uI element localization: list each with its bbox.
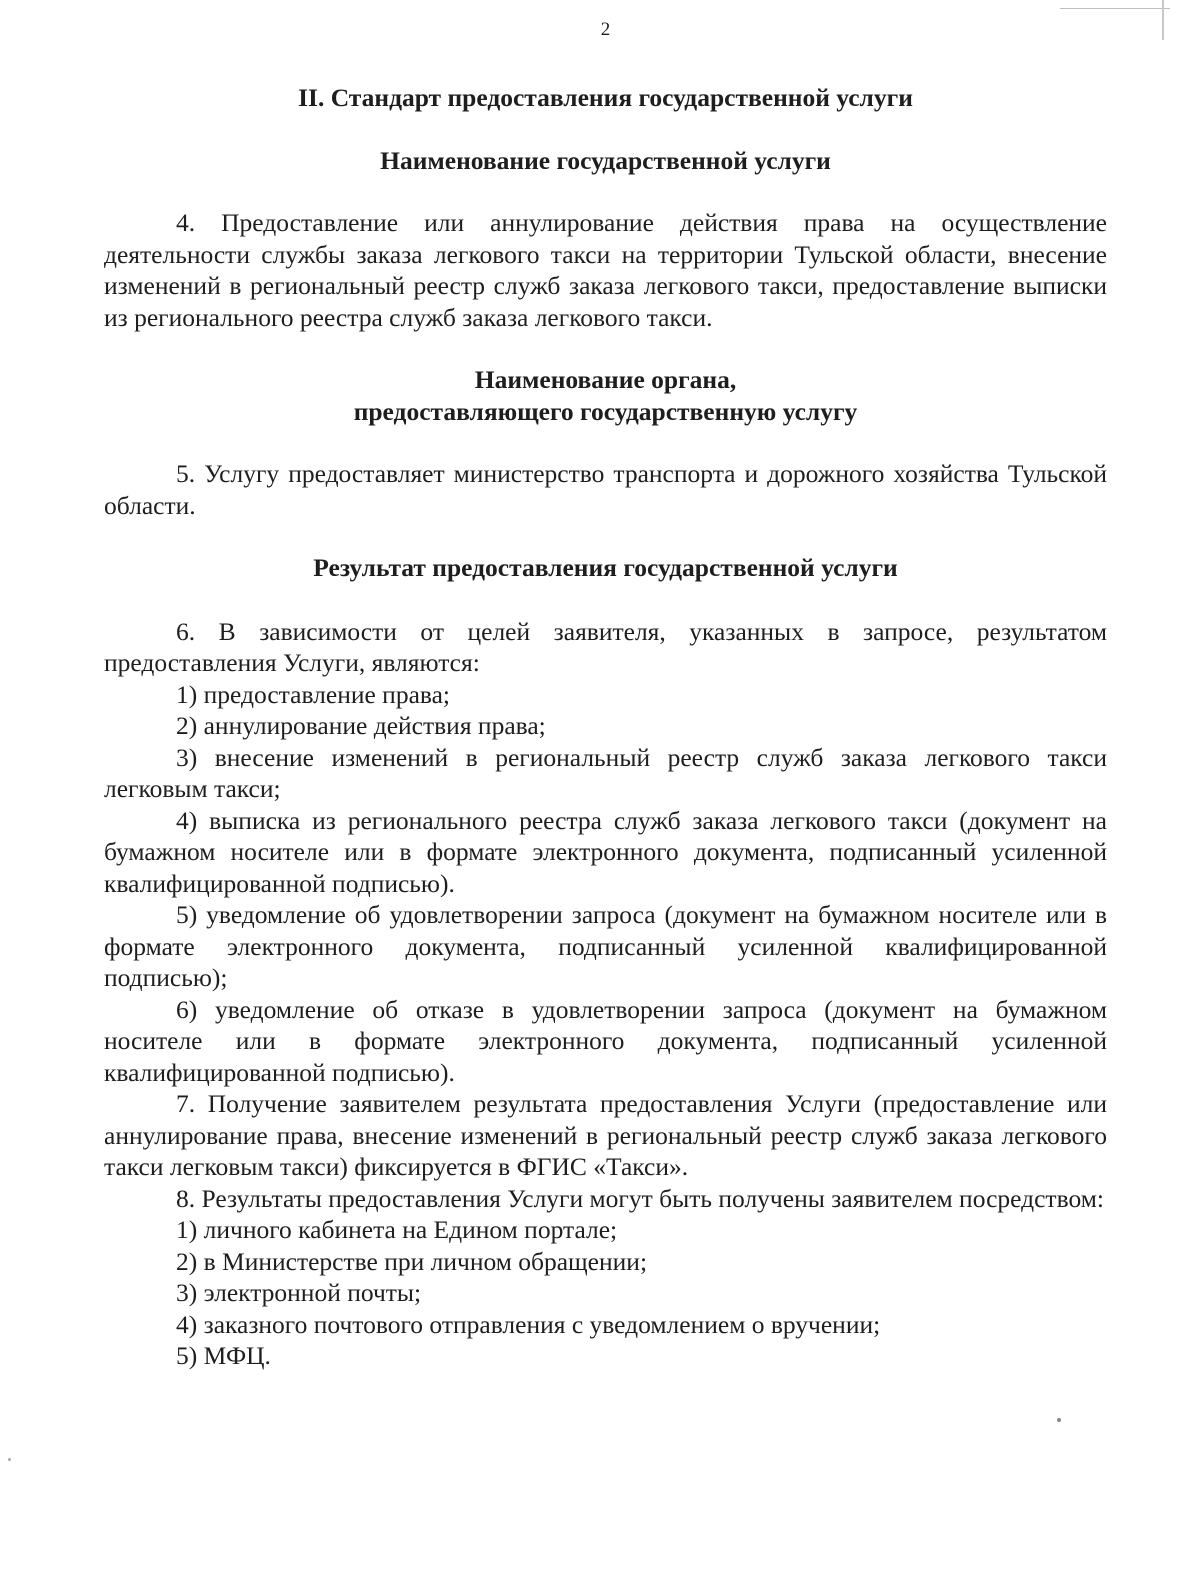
scan-speck [1057,1418,1061,1422]
paragraph-6: 6. В зависимости от целей заявителя, указанных в запросе, результатом предоставления Услуги, являются: [104,616,1107,677]
list-item: 6) уведомление об отказе в удовлетворении запроса (документ на бумажном носителе или в формате электронного документа, подписанный усиленной квалифицированной подписью). [104,994,1107,1087]
list-item: 1) личного кабинета на Едином портале; [176,1215,618,1244]
paragraph-4: 4. Предоставление или аннулирование действия права на осуществление деятельности службы заказа легкового такси на территории Тульской области, внесение изменений в региональный реестр служб заказа легкового такси, предоставление выписки из регионального реестра служб заказа легкового такси. [104,208,1107,332]
list-item: 4) заказного почтового отправления с уведомлением о вручении; [176,1309,881,1339]
list-item: 3) внесение изменений в региональный реестр служб заказа легкового такси легковым такси; [104,742,1107,803]
heading-service-name: Наименование государственной услуги [380,145,831,175]
section-title: II. Стандарт предоставления государственной услуги [298,83,913,112]
document-page [104,18,1107,1372]
paragraph-7: 7. Получение заявителем результата предоставления Услуги (предоставление или аннулирование права, внесение изменений в региональный реестр служб заказа легкового такси легковым такси) фиксируется в ФГИС «Такси». [104,1089,1107,1181]
list-item: 1) предоставление права; [176,679,451,709]
list-item: 3) электронной почты; [176,1278,422,1307]
heading-result: Результат предоставления государственной услуги [313,553,898,582]
list-item: 5) уведомление об удовлетворении запроса (документ на бумажном носителе или в формате электронного документа, подписанный усиленной квалифицированной подписью); [104,900,1107,992]
paragraph-8: 8. Результаты предоставления Услуги могут быть получены заявителем посредством: [176,1183,1104,1213]
page-number: 2 [600,19,611,40]
scan-speck [8,1458,11,1461]
paragraph-5: 5. Услугу предоставляет министерство транспорта и дорожного хозяйства Тульской области. [104,459,1107,520]
list-item: 5) МФЦ. [176,1341,271,1370]
scan-edge-mark-vertical [1162,0,1164,40]
heading-authority-line1: Наименование органа, [474,365,737,394]
heading-authority-line2: предоставляющего государственную услугу [353,396,858,426]
list-item: 4) выписка из регионального реестра служб заказа легкового такси (документ на бумажном носителе или в формате электронного документа, подписанный усиленной квалифицированной подписью). [104,805,1107,898]
list-item: 2) в Министерстве при личном обращении; [176,1246,648,1276]
scan-edge-mark [1060,0,1170,9]
list-item: 2) аннулирование действия права; [176,711,546,740]
